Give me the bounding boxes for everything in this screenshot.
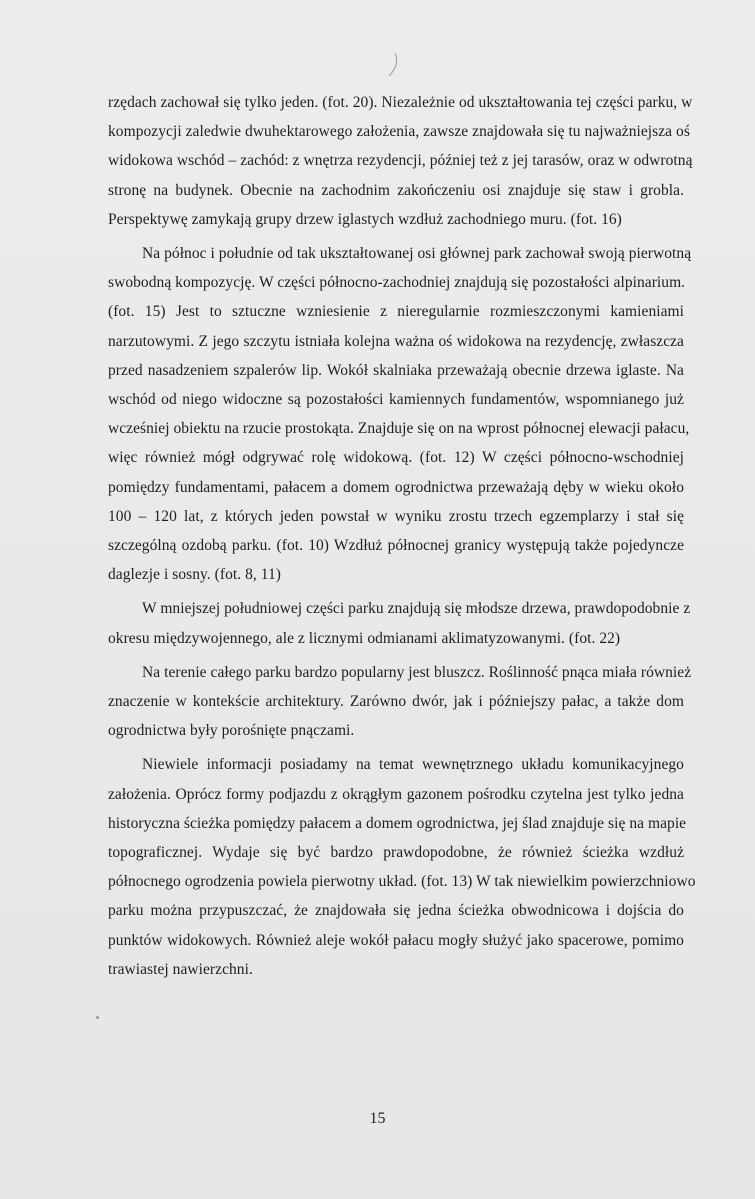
text-line: Na północ i południe od tak ukształtowanej osi głównej park zachował swoją pierwotną (142, 245, 692, 263)
text-line: parku można przypuszczać, że znajdowała się jedna ścieżka obwodnicowa i dojścia do (108, 902, 684, 920)
text-line: historyczna ścieżka pomiędzy pałacem a domem ogrodnictwa, jej ślad znajduje się na mapie (108, 814, 687, 832)
text-line: widokowa wschód – zachód: z wnętrza rezydencji, później też z jej tarasów, oraz w odwrotną (108, 152, 693, 170)
text-line: kompozycji zaledwie dwuhektarowego założenia, zawsze znajdowała się tu najważniejsza oś (108, 123, 690, 141)
text-line: wschód od niego widoczne są pozostałości kamiennych fundamentów, wspomnianego już (108, 391, 684, 409)
text-line: narzutowymi. Z jego szczytu istniała kolejna ważna oś widokowa na rezydencję, zwłaszcza (108, 332, 684, 350)
text-line: więc również mógł odgrywać rolę widokową. (fot. 12) W części północno-wschodniej (108, 449, 684, 467)
text-line: ogrodnictwa były porośnięte pnączami. (108, 722, 355, 740)
text-line: W mniejszej południowej części parku znajdują się młodsze drzewa, prawdopodobnie z (142, 600, 691, 618)
text-line: punktów widokowych. Również aleje wokół pałacu mogły służyć jako spacerowe, pomimo (108, 931, 684, 949)
text-line: Perspektywę zamykają grupy drzew iglastych wzdłuż zachodniego muru. (fot. 16) (108, 210, 622, 228)
text-line: szczególną ozdobą parku. (fot. 10) Wzdłuż północnej granicy występują także pojedyncze (108, 537, 684, 555)
paragraph (108, 88, 693, 234)
text-line: swobodną kompozycję. W części północno-zachodniej znajdują się pozostałości alpinarium. (108, 274, 686, 292)
paragraph (108, 594, 691, 652)
text-line: topograficznej. Wydaje się być bardzo prawdopodobne, że również ścieżka wzdłuż (108, 844, 684, 862)
paragraph (108, 750, 696, 984)
text-line: północnego ogrodzenia powiela pierwotny układ. (fot. 13) W tak niewielkim powierzchniowo (108, 873, 696, 891)
text-line: stronę na budynek. Obecnie na zachodnim zakończeniu osi znajduje się staw i grobla. (108, 181, 684, 199)
text-line: założenia. Oprócz formy podjazdu z okrągłym gazonem pośrodku czytelna jest tylko jedna (108, 785, 684, 803)
text-line: 100 – 120 lat, z których jeden powstał w wyniku zrostu trzech egzemplarzy i stał się (108, 507, 684, 525)
text-line: trawiastej nawierzchni. (108, 960, 253, 978)
text-line: znaczenie w kontekście architektury. Zarówno dwór, jak i późniejszy pałac, a także dom (108, 693, 684, 711)
text-line: daglezje i sosny. (fot. 8, 11) (108, 566, 281, 584)
text-line: Niewiele informacji posiadamy na temat wewnętrznego układu komunikacyjnego (142, 756, 684, 774)
scan-speck (96, 1016, 99, 1019)
text-line: wcześniej obiektu na rzucie prostokąta. Znajduje się on na wprost północnej elewacji pałacu, (108, 420, 690, 438)
text-line: przed nasadzeniem szpalerów lip. Wokół skalniaka przeważają obecnie drzewa iglaste. Na (108, 361, 684, 379)
body-text (108, 88, 696, 984)
page-number: 15 (369, 1110, 386, 1127)
paragraph (108, 239, 692, 589)
pencil-mark (386, 52, 400, 78)
text-line: okresu międzywojennego, ale z licznymi odmianami aklimatyzowanymi. (fot. 22) (108, 629, 621, 647)
text-line: Na terenie całego parku bardzo popularny jest bluszcz. Roślinność pnąca miała również (142, 663, 692, 681)
text-line: (fot. 15) Jest to sztuczne wzniesienie z nieregularnie rozmieszczonymi kamieniami (108, 303, 684, 321)
paragraph (108, 658, 692, 746)
text-line: rzędach zachował się tylko jeden. (fot. 20). Niezależnie od ukształtowania tej części parku, w (108, 94, 693, 111)
text-line: pomiędzy fundamentami, pałacem a domem ogrodnictwa przeważają dęby w wieku około (108, 478, 684, 496)
